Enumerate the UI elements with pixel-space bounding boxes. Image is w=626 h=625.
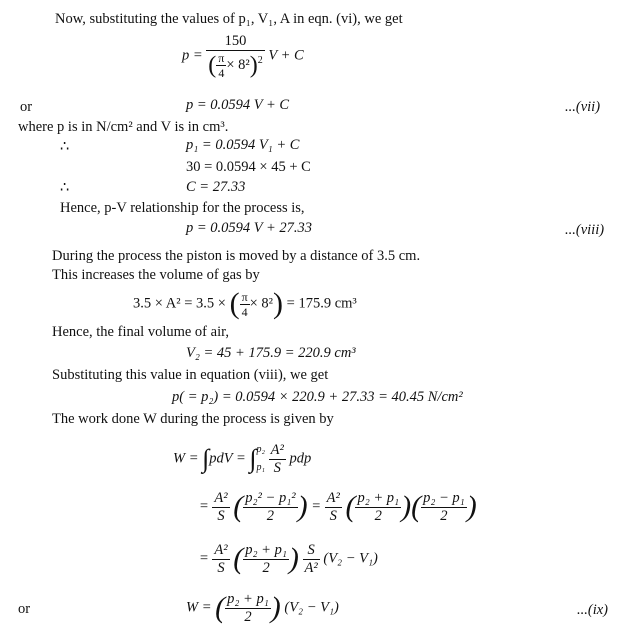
therefore-symbol-1: ∴ <box>60 139 70 155</box>
squares-difference: p₂² − p₁² <box>245 490 296 506</box>
equation-30: 30 = 0.0594 × 45 + C <box>186 159 311 175</box>
pressure-sum: p₂ + p₁ <box>357 490 400 506</box>
a-squared: A² <box>214 542 228 558</box>
equation-viii: p = 0.0594 V + 27.33 <box>186 220 313 236</box>
a-squared-denominator: A² <box>304 559 318 576</box>
during-line: During the process the piston is moved by a distance of 3.5 cm. <box>52 248 421 264</box>
s-numerator: S <box>307 542 315 558</box>
integral-sign: ∫ <box>202 444 210 473</box>
substituting-line: Substituting this value in equation (viii), we get <box>52 367 329 383</box>
pressure-sum: p₂ + p₁ <box>245 542 287 558</box>
denominator-2: 2 <box>421 507 467 524</box>
hence-line-1: Hence, p-V relationship for the process is, <box>60 200 305 216</box>
pdv: pdV <box>209 450 233 467</box>
s-denominator: S <box>212 559 229 576</box>
increases-line: This increases the volume of gas by <box>52 267 260 283</box>
volume-result: = 175.9 cm³ <box>286 295 357 312</box>
hence-line-2: Hence, the final volume of air, <box>52 324 229 340</box>
denominator-2: 2 <box>355 507 401 524</box>
a-squared: A² <box>214 490 228 506</box>
pdp: pdp <box>289 450 312 467</box>
or-label-1: or <box>20 99 33 115</box>
volume-difference: (V₂ − V₁) <box>284 599 339 616</box>
integral-sign-bounded: ∫ <box>249 444 257 473</box>
equation-p1: p₁ = 0.0594 V₁ + C <box>186 137 300 153</box>
work-line: The work done W during the process is given by <box>52 411 334 427</box>
equation-tag-vii: ...(vii) <box>565 99 601 115</box>
work-integral <box>173 441 311 477</box>
volume-equation: 3.5 × A² = 3.5 × ( $\frac{\pi}{4}$ × 8²) = 175.9 cm³ <box>133 287 357 320</box>
s-denominator: S <box>269 459 286 476</box>
intro-line: Now, substituting the values of p₁, V₁, A in eqn. (vi), we get <box>55 11 403 27</box>
equals: = <box>235 450 246 467</box>
equation-tag-ix: ...(ix) <box>577 602 608 618</box>
w-lhs: W = <box>186 599 212 616</box>
w-lhs: W = <box>173 450 199 467</box>
equation-vii: p = 0.0594 V + C <box>186 97 290 113</box>
pi-symbol: π <box>241 289 248 304</box>
times-eight-squared: × 8² <box>226 56 250 73</box>
therefore-symbol-2: ∴ <box>60 180 70 196</box>
volume-difference: (V₂ − V₁) <box>323 550 378 567</box>
exponent-2: 2 <box>257 54 263 66</box>
times-eight-squared: × 8² <box>249 295 274 312</box>
pressure-sum: p₂ + p₁ <box>227 591 269 607</box>
a-squared: A² <box>270 442 284 458</box>
v-plus-c: V + C <box>268 47 304 64</box>
equals: = <box>311 498 321 515</box>
lower-limit: p₁ <box>256 462 266 473</box>
denominator-4: 4 <box>240 304 250 318</box>
units-line: where p is in N/cm² and V is in cm³. <box>18 119 229 135</box>
equation-p-fraction: p = 150 ( $\frac{\pi}{4}$ × 8²)$^2$ V + C <box>182 33 304 80</box>
upper-limit: p₂ <box>256 444 266 455</box>
equation-v2: V₂ = 45 + 175.9 = 220.9 cm³ <box>186 345 356 361</box>
volume-left: 3.5 × A² = 3.5 × <box>133 295 226 312</box>
s-denominator: S <box>325 507 342 524</box>
or-label-2: or <box>18 601 31 617</box>
work-step-3: = $\frac{\text{A²}}{S}$ ( $\frac{\text{p₂ + p₁}}{2}$ ) $\frac{S}{\text{A²}}$ (V₂ − V₁) <box>199 542 378 576</box>
fraction-numerator: 150 <box>224 33 247 49</box>
denominator-2: 2 <box>243 559 289 576</box>
denominator-2: 2 <box>243 507 297 524</box>
denominator-2: 2 <box>225 608 271 625</box>
pi-symbol: π <box>218 50 225 65</box>
equation-c: C = 27.33 <box>186 179 246 195</box>
work-step-2: = $\frac{\text{A²}}{S}$ ( $\frac{\text{p₂² − p₁²}}{2}$ ) = $\frac{\text{A²}}{S}$ ( $\frac{\text{p₂ + p₁}}{2}$ )( $\frac{\text{p₂ − p₁}}{2}$ ) <box>199 490 477 524</box>
a-squared: A² <box>326 490 340 506</box>
equation-tag-viii: ...(viii) <box>565 222 605 238</box>
denominator-4: 4 <box>216 65 226 79</box>
s-denominator: S <box>212 507 229 524</box>
equation-ix: W = ( $\frac{\text{p₂ + p₁}}{2}$ ) (V₂ − V₁) <box>186 591 339 625</box>
pressure-difference: p₂ − p₁ <box>423 490 465 506</box>
equation-p2: p( = p₂) = 0.0594 × 220.9 + 27.33 = 40.45 N/cm² <box>172 389 463 405</box>
